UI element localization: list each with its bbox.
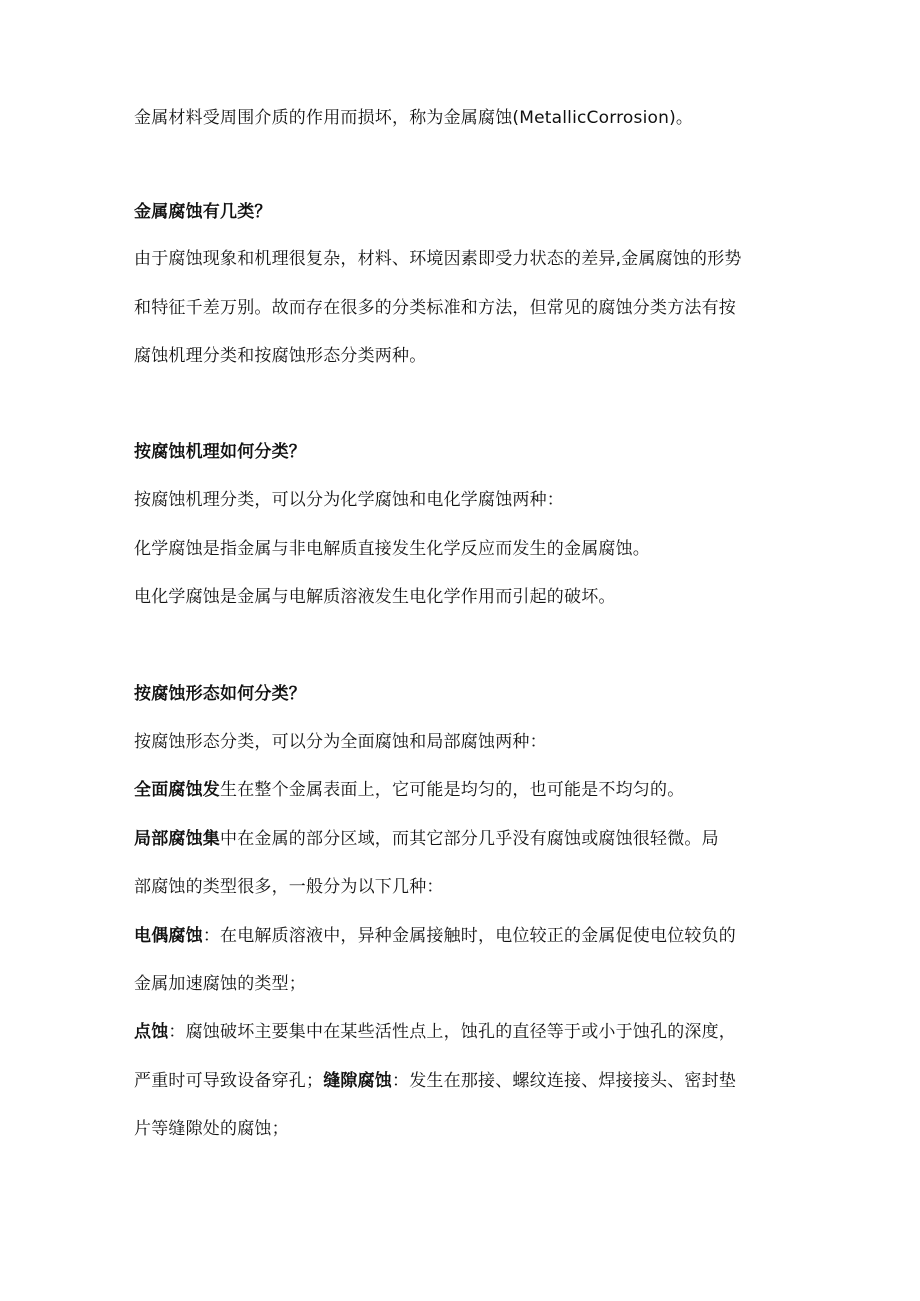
paragraph-line: 和特征千差万别。故而存在很多的分类标准和方法，但常见的腐蚀分类方法有按: [134, 298, 736, 318]
paragraph-line: 由于腐蚀现象和机理很复杂，材料、环境因素即受力状态的差异,金属腐蚀的形势: [134, 249, 742, 269]
paragraph-line: 化学腐蚀是指金属与非电解质直接发生化学反应而发生的金属腐蚀。: [134, 539, 650, 559]
paragraph-line: 腐蚀机理分类和按腐蚀形态分类两种。: [134, 346, 427, 366]
pitting-corrosion-line: [134, 1021, 814, 1043]
paragraph-line: 按腐蚀机理分类，可以分为化学腐蚀和电化学腐蚀两种：: [134, 490, 564, 510]
galvanic-corrosion-line: [134, 925, 814, 947]
term-pitting: 点蚀: [134, 1022, 169, 1042]
term-crevice-corrosion: 缝隙腐蚀: [323, 1071, 393, 1091]
crevice-corrosion-line: [134, 1070, 814, 1092]
term-description: ：在电解质溶液中，异种金属接触时，电位较正的金属促使电位较负的: [202, 926, 737, 946]
term-description: 中在金属的部分区域，而其它部分几乎没有腐蚀或腐蚀很轻微。局: [220, 829, 719, 849]
term-description: ：腐蚀破坏主要集中在某些活性点上，蚀孔的直径等于或小于蚀孔的深度，: [168, 1022, 737, 1042]
paragraph-line: 片等缝隙处的腐蚀；: [134, 1119, 289, 1139]
section-heading-mechanism: 按腐蚀机理如何分类？: [134, 442, 306, 462]
general-corrosion-line: [134, 779, 814, 801]
section-heading-morphology: 按腐蚀形态如何分类？: [134, 684, 306, 704]
paragraph-line: 部腐蚀的类型很多，一般分为以下几种：: [134, 877, 444, 897]
term-galvanic-corrosion: 电偶腐蚀: [134, 926, 203, 946]
term-description: 严重时可导致设备穿孔；: [134, 1071, 324, 1091]
term-local-corrosion: 局部腐蚀集: [134, 829, 220, 849]
term-general-corrosion: 全面腐蚀发: [134, 780, 220, 800]
paragraph-line: 电化学腐蚀是金属与电解质溶液发生电化学作用而引起的破坏。: [134, 587, 616, 607]
term-description: ：发生在那接、螺纹连接、焊接接头、密封垫: [392, 1071, 737, 1091]
term-description: 生在整个金属表面上，它可能是均匀的，也可能是不均匀的。: [220, 780, 685, 800]
paragraph-line: 按腐蚀形态分类，可以分为全面腐蚀和局部腐蚀两种：: [134, 732, 547, 752]
section-heading-types: 金属腐蚀有几类？: [134, 202, 272, 222]
intro-paragraph: 金属材料受周围介质的作用而损坏，称为金属腐蚀(MetallicCorrosion)。: [134, 108, 694, 128]
paragraph-line: 金属加速腐蚀的类型；: [134, 974, 306, 994]
local-corrosion-line: [134, 828, 814, 850]
